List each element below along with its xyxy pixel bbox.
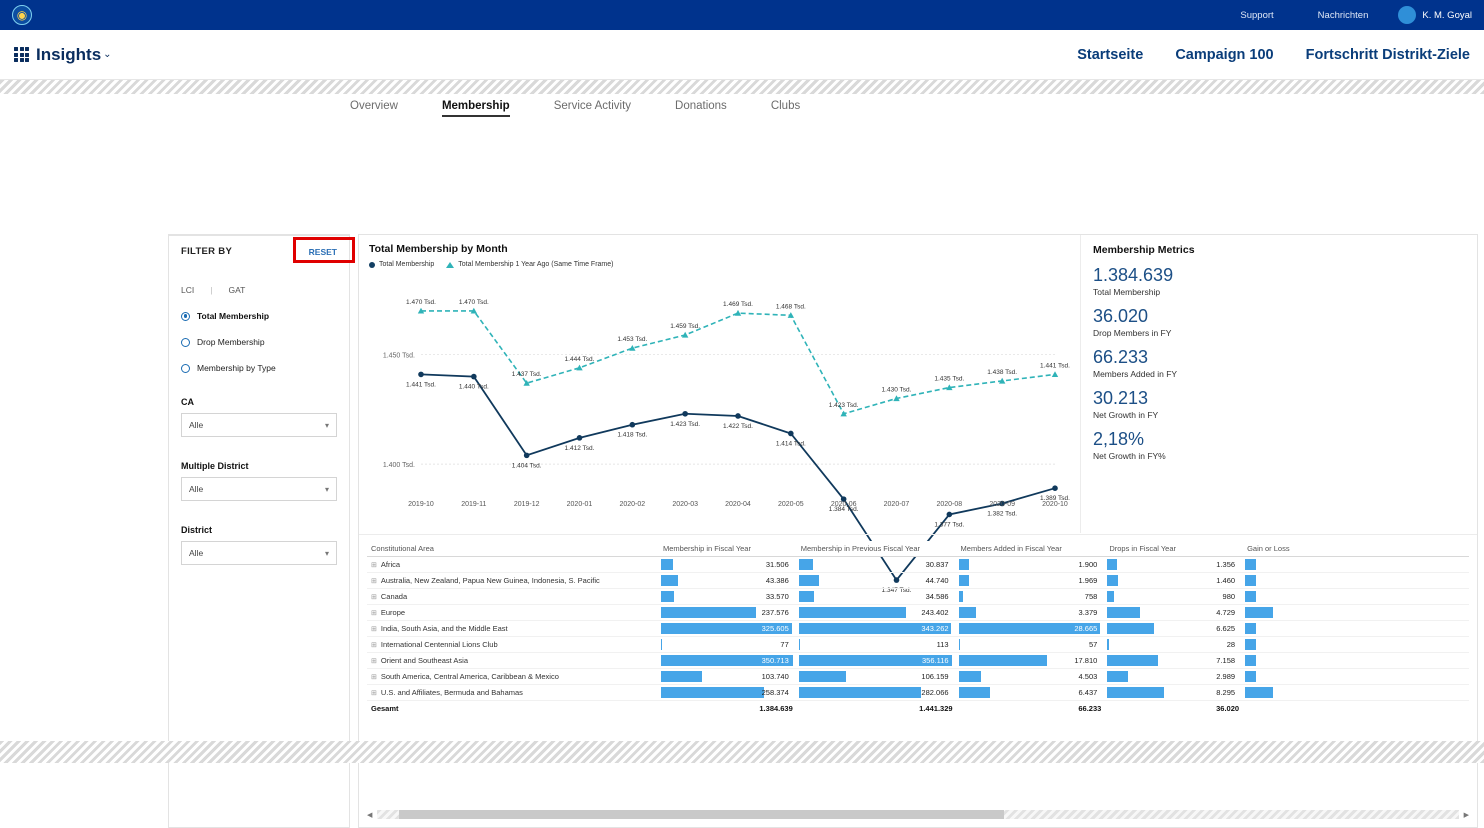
- scroll-left-arrow-icon[interactable]: ◀: [367, 811, 373, 819]
- metric-value: 66.233: [1093, 347, 1149, 367]
- legend-item-total-membership[interactable]: [369, 261, 434, 268]
- cell-value: 1.356: [1216, 560, 1236, 569]
- select-district[interactable]: [181, 541, 337, 565]
- svg-text:1.441 Tsd.: 1.441 Tsd.: [406, 381, 436, 389]
- table-row[interactable]: [367, 573, 1469, 589]
- total-added: 66.233: [957, 701, 1106, 717]
- svg-text:1.437 Tsd.: 1.437 Tsd.: [511, 371, 542, 379]
- svg-text:2020-02: 2020-02: [619, 501, 646, 508]
- svg-text:1.400 Tsd.: 1.400 Tsd.: [382, 462, 415, 470]
- cell-value: 3.379: [1078, 608, 1098, 617]
- table-header-row: [367, 541, 1469, 557]
- cell-value: 282.066: [921, 688, 949, 697]
- cell-value: 237.576: [761, 608, 789, 617]
- radio-icon: [181, 312, 190, 321]
- area-label: Europe: [380, 608, 406, 617]
- total-membership: 1.384.639: [659, 701, 797, 717]
- cell-membership: [659, 573, 797, 589]
- svg-text:1.438 Tsd.: 1.438 Tsd.: [987, 368, 1018, 376]
- select-district-value: Alle: [189, 548, 204, 558]
- value-bar: [1245, 591, 1256, 602]
- table-row[interactable]: [367, 669, 1469, 685]
- cell-value: 28.665: [1074, 624, 1098, 633]
- select-ca[interactable]: [181, 413, 337, 437]
- report-area: [0, 94, 1484, 819]
- col-members-added-fy[interactable]: Members Added in Fiscal Year: [957, 541, 1106, 557]
- data-table: [367, 541, 1469, 716]
- cell-area: [367, 653, 659, 669]
- table-body: [367, 557, 1469, 701]
- cell-area: [367, 605, 659, 621]
- col-membership-prev-fy[interactable]: Membership in Previous Fiscal Year: [797, 541, 957, 557]
- cell-added: [957, 637, 1106, 653]
- cell-prev: [797, 573, 957, 589]
- metric-value: 1.384.639: [1093, 265, 1174, 285]
- legend-marker-icon: [446, 262, 454, 268]
- label-district: District: [181, 525, 213, 535]
- cell-value: 4.503: [1078, 672, 1098, 681]
- cell-value: 43.386: [765, 576, 789, 585]
- tab-clubs[interactable]: Clubs: [770, 100, 801, 112]
- cell-value: 8.295: [1216, 688, 1236, 697]
- cell-drops: [1105, 621, 1243, 637]
- cell-value: 325.605: [761, 624, 789, 633]
- svg-text:1.459 Tsd.: 1.459 Tsd.: [670, 323, 701, 331]
- radio-label: Drop Membership: [197, 337, 265, 347]
- svg-text:2020-06: 2020-06: [830, 501, 857, 508]
- brand-label: Insights: [36, 44, 102, 64]
- legend-label: Total Membership: [379, 261, 435, 268]
- metric-drop-members: [1093, 306, 1465, 338]
- table-row[interactable]: [367, 605, 1469, 621]
- chart-legend: [369, 261, 1070, 268]
- cell-value: 4.729: [1216, 608, 1236, 617]
- svg-text:1.347 Tsd.: 1.347 Tsd.: [881, 587, 912, 595]
- cell-membership: [659, 637, 797, 653]
- expand-icon[interactable]: ⊞: [371, 578, 377, 585]
- svg-text:2020-05: 2020-05: [777, 501, 804, 508]
- chevron-down-icon: ▾: [324, 420, 329, 430]
- radio-total-membership[interactable]: [181, 311, 337, 321]
- svg-text:1.423 Tsd.: 1.423 Tsd.: [828, 401, 859, 409]
- tab-membership[interactable]: Membership: [442, 100, 510, 117]
- reset-highlight-box: [293, 237, 355, 263]
- select-multiple-district[interactable]: [181, 477, 337, 501]
- svg-text:1.435 Tsd.: 1.435 Tsd.: [934, 375, 965, 383]
- cell-added: [957, 573, 1106, 589]
- expand-icon[interactable]: ⊞: [371, 594, 377, 601]
- metric-members-added: [1093, 347, 1465, 379]
- cell-drops: [1105, 653, 1243, 669]
- table-total-row: [367, 701, 1469, 717]
- cell-membership: [659, 669, 797, 685]
- metrics-title: Membership Metrics: [1093, 244, 1195, 256]
- radio-membership-by-type[interactable]: [181, 363, 337, 373]
- svg-text:1.412 Tsd.: 1.412 Tsd.: [564, 444, 595, 452]
- total-label: Gesamt: [367, 701, 659, 717]
- brand[interactable]: [14, 45, 112, 65]
- top-utility-bar: [0, 0, 1484, 30]
- svg-text:1.404 Tsd.: 1.404 Tsd.: [511, 462, 542, 470]
- svg-text:2020-09: 2020-09: [989, 501, 1016, 508]
- cell-area: [367, 669, 659, 685]
- filter-title: FILTER BY: [181, 246, 233, 257]
- value-bar: [1245, 671, 1256, 682]
- cell-gain-loss: [1243, 637, 1469, 653]
- membership-metrics-card: [1081, 235, 1477, 533]
- chart-title: Total Membership by Month: [369, 243, 508, 255]
- table-row[interactable]: [367, 653, 1469, 669]
- table-row[interactable]: [367, 557, 1469, 573]
- value-bar: [1245, 575, 1256, 586]
- cell-added: [957, 685, 1106, 701]
- area-label: Orient and Southeast Asia: [380, 656, 469, 665]
- table-row[interactable]: [367, 621, 1469, 637]
- svg-text:2020-01: 2020-01: [566, 501, 593, 508]
- expand-icon[interactable]: ⊞: [371, 658, 377, 665]
- scrollbar-track[interactable]: [377, 810, 1458, 819]
- svg-text:1.423 Tsd.: 1.423 Tsd.: [670, 420, 701, 428]
- support-link[interactable]: Support: [1240, 9, 1274, 21]
- avatar: [1398, 6, 1416, 24]
- total-prev: 1.441.329: [797, 701, 957, 717]
- cell-value: 6.437: [1078, 688, 1098, 697]
- cell-value: 356.116: [921, 656, 949, 665]
- cell-prev: [797, 589, 957, 605]
- svg-text:2020-10: 2020-10: [1042, 501, 1068, 508]
- cell-value: 33.570: [765, 592, 789, 601]
- legend-label: Total Membership 1 Year Ago (Same Time Frame): [458, 261, 614, 268]
- svg-text:1.414 Tsd.: 1.414 Tsd.: [775, 440, 806, 448]
- value-bar: [1245, 559, 1256, 570]
- cell-prev: [797, 669, 957, 685]
- user-name: K. M. Goyal: [1422, 9, 1472, 21]
- cell-membership: [659, 621, 797, 637]
- area-label: Canada: [380, 592, 408, 601]
- expand-icon[interactable]: ⊞: [371, 562, 377, 569]
- legend-marker-icon: [369, 262, 375, 268]
- cell-added: [957, 653, 1106, 669]
- value-bar: [1245, 655, 1256, 666]
- cell-membership: [659, 557, 797, 573]
- cell-area: [367, 637, 659, 653]
- expand-icon[interactable]: ⊞: [371, 610, 377, 617]
- svg-text:1.453 Tsd.: 1.453 Tsd.: [617, 336, 648, 344]
- tab-donations[interactable]: Donations: [675, 100, 727, 112]
- cell-prev: [797, 605, 957, 621]
- cell-value: 31.506: [765, 560, 789, 569]
- area-label: Australia, New Zealand, Papua New Guinea, Indonesia, S. Pacific: [380, 576, 600, 585]
- cell-added: [957, 621, 1106, 637]
- metric-net-growth: [1093, 388, 1465, 420]
- tab-overview[interactable]: Overview: [350, 100, 398, 112]
- cell-area: [367, 589, 659, 605]
- cell-prev: [797, 557, 957, 573]
- svg-text:1.450 Tsd.: 1.450 Tsd.: [382, 352, 415, 360]
- select-multiple-district-value: Alle: [189, 484, 204, 494]
- area-label: India, South Asia, and the Middle East: [380, 624, 508, 633]
- cell-value: 758: [1084, 592, 1098, 601]
- cell-drops: [1105, 605, 1243, 621]
- cell-value: 77: [780, 640, 789, 649]
- svg-text:1.377 Tsd.: 1.377 Tsd.: [934, 521, 965, 529]
- cell-area: [367, 557, 659, 573]
- segment-toggle: [181, 285, 337, 295]
- cell-value: 1.900: [1078, 560, 1098, 569]
- main-navigation: [0, 30, 1484, 80]
- radio-icon: [181, 338, 190, 347]
- area-label: International Centennial Lions Club: [380, 640, 498, 649]
- cell-gain-loss: [1243, 589, 1469, 605]
- table-row[interactable]: [367, 637, 1469, 653]
- svg-text:1.418 Tsd.: 1.418 Tsd.: [617, 431, 648, 439]
- col-membership-fy[interactable]: Membership in Fiscal Year: [659, 541, 797, 557]
- cell-drops: [1105, 685, 1243, 701]
- cell-gain-loss: [1243, 653, 1469, 669]
- segment-gat[interactable]: GAT: [228, 285, 246, 295]
- cell-area: [367, 573, 659, 589]
- col-constitutional-area[interactable]: Constitutional Area: [367, 541, 659, 557]
- decorative-hatch-band: [0, 80, 1484, 94]
- cell-added: [957, 669, 1106, 685]
- svg-text:1.384 Tsd.: 1.384 Tsd.: [828, 506, 859, 514]
- main-panel: [358, 234, 1478, 828]
- total-drops: 36.020: [1105, 701, 1243, 717]
- cell-gain-loss: [1243, 685, 1469, 701]
- cell-prev: [797, 685, 957, 701]
- lions-logo-icon: ◉: [12, 5, 32, 25]
- metric-net-growth-pct: [1093, 429, 1465, 461]
- svg-text:1.470 Tsd.: 1.470 Tsd.: [458, 298, 489, 306]
- cell-membership: [659, 685, 797, 701]
- cell-drops: [1105, 557, 1243, 573]
- radio-label: Membership by Type: [197, 363, 276, 373]
- chevron-down-icon: ▾: [324, 484, 329, 494]
- value-bar: [1245, 687, 1273, 698]
- scroll-right-arrow-icon[interactable]: ▶: [1463, 811, 1469, 819]
- cell-value: 980: [1222, 592, 1236, 601]
- user-menu[interactable]: [1398, 6, 1472, 24]
- metric-label: Net Growth in FY: [1093, 410, 1159, 420]
- cell-value: 34.586: [925, 592, 949, 601]
- metric-label: Members Added in FY: [1093, 369, 1178, 379]
- metric-value: 30.213: [1093, 388, 1149, 408]
- area-label: U.S. and Affiliates, Bermuda and Bahamas: [380, 688, 523, 697]
- cell-value: 106.159: [921, 672, 949, 681]
- col-gain-or-loss[interactable]: Gain or Loss: [1243, 541, 1469, 557]
- cell-value: 1.460: [1216, 576, 1236, 585]
- svg-text:2020-08: 2020-08: [936, 501, 963, 508]
- cell-prev: [797, 653, 957, 669]
- cell-drops: [1105, 669, 1243, 685]
- cell-value: 258.374: [761, 688, 789, 697]
- label-multiple-district: Multiple District: [181, 461, 249, 471]
- cell-gain-loss: [1243, 669, 1469, 685]
- cell-value: 30.837: [925, 560, 949, 569]
- legend-item-one-year-ago[interactable]: [446, 261, 613, 268]
- expand-icon[interactable]: ⊞: [371, 690, 377, 697]
- cell-prev: [797, 621, 957, 637]
- svg-text:2019-10: 2019-10: [408, 501, 434, 508]
- metric-label: Net Growth in FY%: [1093, 451, 1166, 461]
- svg-text:1.430 Tsd.: 1.430 Tsd.: [881, 386, 912, 394]
- expand-icon[interactable]: ⊞: [371, 626, 377, 633]
- cell-added: [957, 589, 1106, 605]
- segment-divider: |: [210, 285, 213, 295]
- svg-text:1.441 Tsd.: 1.441 Tsd.: [1040, 362, 1070, 370]
- cell-drops: [1105, 573, 1243, 589]
- cell-gain-loss: [1243, 605, 1469, 621]
- cell-drops: [1105, 589, 1243, 605]
- cell-value: 243.402: [921, 608, 949, 617]
- radio-icon: [181, 364, 190, 373]
- svg-text:1.444 Tsd.: 1.444 Tsd.: [564, 355, 595, 363]
- radio-label: Total Membership: [197, 311, 270, 321]
- svg-text:1.389 Tsd.: 1.389 Tsd.: [1040, 495, 1070, 503]
- decorative-hatch-band-bottom: [0, 741, 1484, 763]
- filter-panel: [168, 234, 350, 828]
- cell-membership: [659, 653, 797, 669]
- chevron-down-icon: ▾: [324, 548, 329, 558]
- radio-drop-membership[interactable]: [181, 337, 337, 347]
- cell-value: 343.262: [921, 624, 949, 633]
- svg-text:2020-03: 2020-03: [672, 501, 699, 508]
- label-ca: CA: [181, 397, 194, 407]
- svg-text:1.469 Tsd.: 1.469 Tsd.: [723, 301, 753, 309]
- cell-drops: [1105, 637, 1243, 653]
- cell-value: 17.810: [1074, 656, 1098, 665]
- reset-wrapper: [309, 247, 337, 257]
- messages-link[interactable]: Nachrichten: [1317, 9, 1369, 21]
- filter-header: [181, 246, 337, 257]
- cell-value: 57: [1088, 640, 1098, 649]
- cell-value: 1.969: [1078, 576, 1098, 585]
- constitutional-area-table: [359, 534, 1477, 827]
- svg-text:1.440 Tsd.: 1.440 Tsd.: [458, 383, 489, 391]
- svg-text:1.382 Tsd.: 1.382 Tsd.: [987, 510, 1018, 518]
- svg-text:2019-12: 2019-12: [513, 501, 540, 508]
- select-ca-value: Alle: [189, 420, 204, 430]
- svg-text:2019-11: 2019-11: [461, 501, 487, 508]
- scrollbar-thumb[interactable]: [399, 810, 1004, 819]
- table-row[interactable]: [367, 589, 1469, 605]
- cell-added: [957, 557, 1106, 573]
- svg-text:1.468 Tsd.: 1.468 Tsd.: [775, 303, 806, 311]
- cell-value: 113: [936, 640, 949, 649]
- value-bar: [1245, 639, 1256, 650]
- cell-membership: [659, 605, 797, 621]
- segment-lci[interactable]: LCI: [181, 285, 195, 295]
- svg-text:2020-07: 2020-07: [883, 501, 910, 508]
- nav-link-campaign-100[interactable]: Campaign 100: [1175, 46, 1274, 63]
- metric-value: 2,18%: [1093, 429, 1145, 449]
- value-bar: [1245, 607, 1273, 618]
- area-label: South America, Central America, Caribbean & Mexico: [380, 672, 559, 681]
- cell-value: 28: [1226, 640, 1236, 649]
- svg-text:2020-04: 2020-04: [725, 501, 751, 508]
- chevron-down-icon[interactable]: ⌄: [103, 49, 112, 60]
- expand-icon[interactable]: ⊞: [371, 674, 377, 681]
- metric-label: Total Membership: [1093, 287, 1161, 297]
- svg-text:1.422 Tsd.: 1.422 Tsd.: [723, 422, 753, 430]
- table-horizontal-scrollbar[interactable]: [367, 809, 1469, 820]
- nav-link-fortschritt-distrikt-ziele[interactable]: Fortschritt Distrikt-Ziele: [1305, 46, 1470, 63]
- cell-gain-loss: [1243, 573, 1469, 589]
- cell-value: 7.158: [1216, 656, 1236, 665]
- cell-value: 44.740: [925, 576, 949, 585]
- nav-link-startseite[interactable]: Startseite: [1077, 46, 1144, 63]
- cell-value: 350.713: [761, 656, 789, 665]
- cell-value: 6.625: [1216, 624, 1236, 633]
- cell-gain-loss: [1243, 621, 1469, 637]
- apps-grid-icon[interactable]: [14, 47, 29, 62]
- total-gain-or-loss: [1243, 701, 1469, 717]
- col-drops-fy[interactable]: Drops in Fiscal Year: [1105, 541, 1243, 557]
- reset-button[interactable]: RESET: [308, 246, 337, 257]
- expand-icon[interactable]: ⊞: [371, 642, 377, 649]
- cell-value: 103.740: [761, 672, 789, 681]
- cell-area: [367, 621, 659, 637]
- cell-membership: [659, 589, 797, 605]
- value-bar: [1245, 623, 1256, 634]
- cell-gain-loss: [1243, 557, 1469, 573]
- cell-prev: [797, 637, 957, 653]
- cell-added: [957, 605, 1106, 621]
- metric-total-membership: [1093, 265, 1465, 297]
- tab-service-activity[interactable]: Service Activity: [553, 100, 632, 112]
- table-row[interactable]: [367, 685, 1469, 701]
- svg-text:1.470 Tsd.: 1.470 Tsd.: [406, 298, 436, 306]
- metric-label: Drop Members in FY: [1093, 328, 1172, 338]
- report-tabs: [350, 100, 800, 117]
- metric-value: 36.020: [1093, 306, 1149, 326]
- cell-area: [367, 685, 659, 701]
- cell-value: 2.989: [1216, 672, 1236, 681]
- area-label: Africa: [380, 560, 401, 569]
